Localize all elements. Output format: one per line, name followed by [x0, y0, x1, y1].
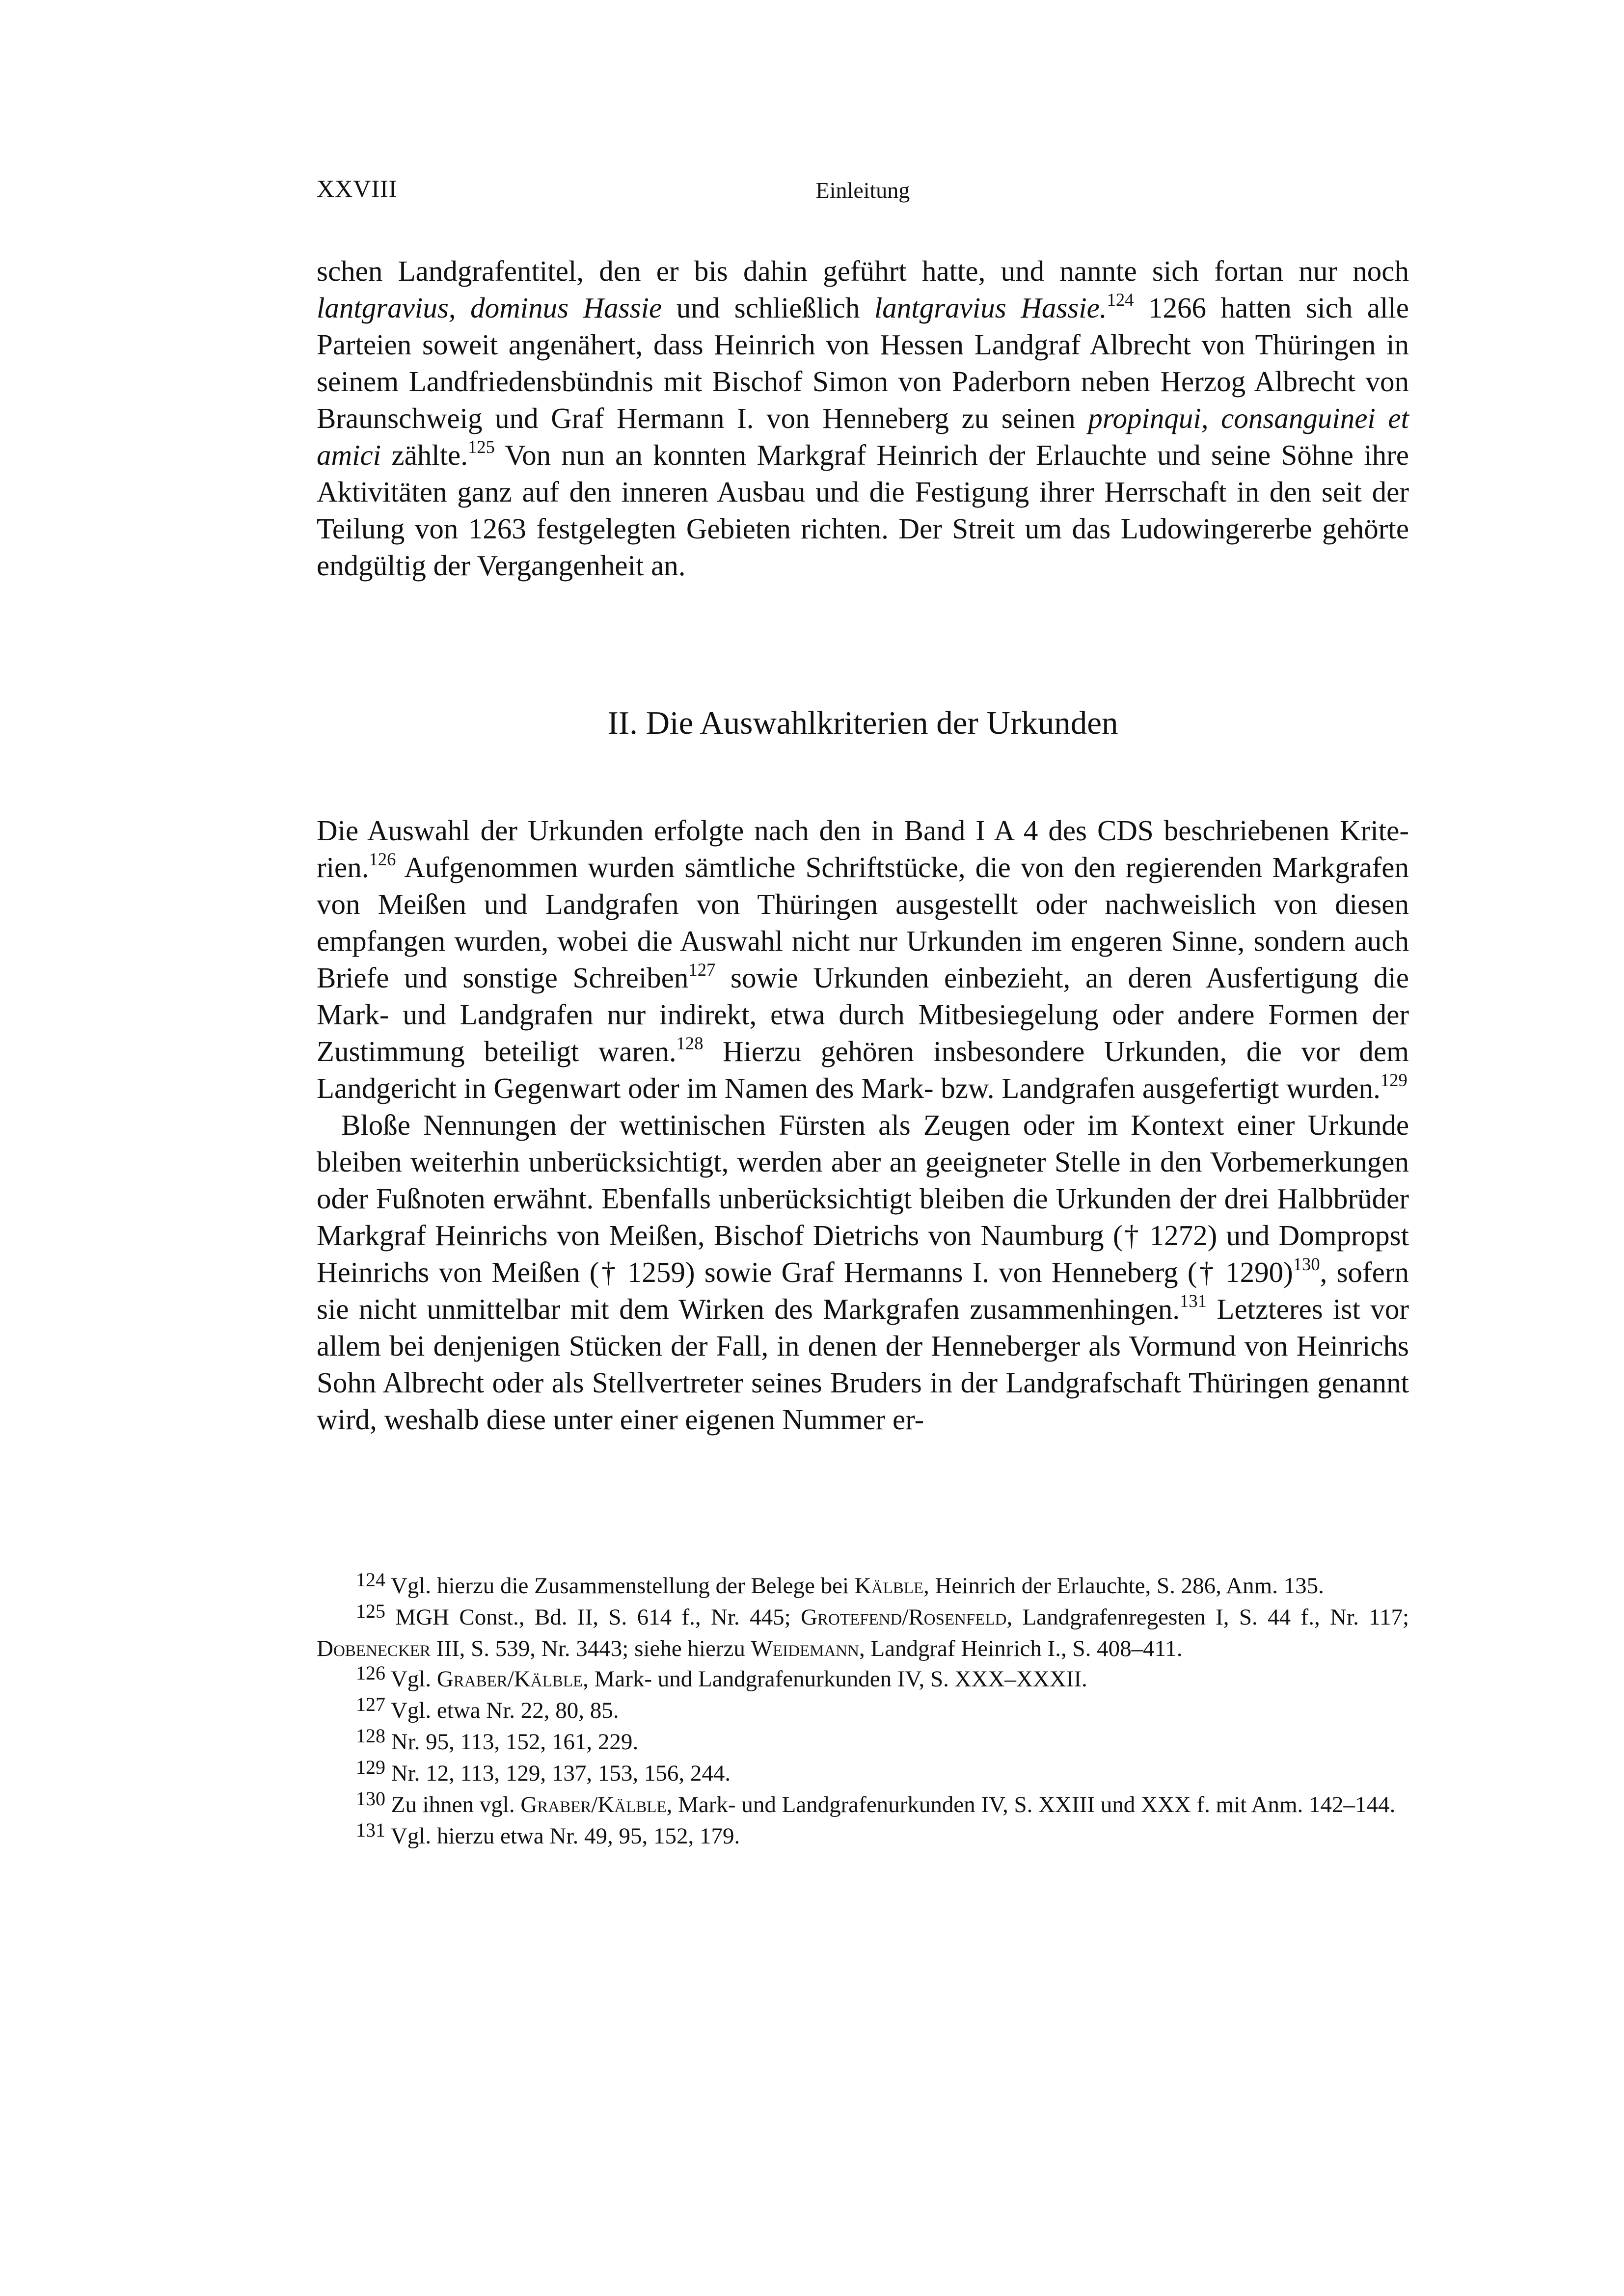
footnote-number: 131	[356, 1819, 385, 1842]
footnote-number: 124	[356, 1569, 385, 1591]
footnote-number: 129	[356, 1756, 385, 1779]
footnote-ref[interactable]: 131	[1180, 1290, 1207, 1311]
body-text-block-2	[317, 812, 1409, 1438]
footnote-ref[interactable]: 129	[1380, 1069, 1407, 1090]
footnote-ref[interactable]: 128	[676, 1033, 704, 1053]
latin-quote: propinqui, consanguinei et amici	[317, 402, 1409, 471]
footnote-ref[interactable]: 130	[1293, 1254, 1320, 1274]
author-name: Kälble	[854, 1573, 924, 1599]
footnote: 131 Vgl. hierzu etwa Nr. 49, 95, 152, 179.	[356, 1819, 740, 1849]
footnote: 128 Nr. 95, 113, 152, 161, 229.	[356, 1725, 639, 1755]
footnote-number: 130	[356, 1788, 385, 1810]
author-name: Graber/Kälble	[436, 1666, 583, 1692]
footnote: 130 Zu ihnen vgl. Graber/Kälble, Mark- und Landgrafenurkunden IV, S. XXIII und XXX f. mit Anm. 142–144.	[356, 1788, 1396, 1817]
body-text-block-1	[317, 253, 1409, 584]
author-name: Grotefend/Rosenfeld	[801, 1604, 1007, 1630]
latin-quote: lantgravius Hassie.	[874, 292, 1107, 324]
footnote-number: 125	[356, 1600, 385, 1623]
footnote-number: 128	[356, 1725, 385, 1747]
footnote-ref[interactable]: 126	[369, 849, 396, 869]
footnote: 127 Vgl. etwa Nr. 22, 80, 85.	[356, 1693, 619, 1723]
footnote: 129 Nr. 12, 113, 129, 137, 153, 156, 244.	[356, 1756, 731, 1786]
author-name: Graber/Kälble	[520, 1792, 667, 1817]
page-header	[317, 174, 1409, 209]
running-head: Einleitung	[815, 178, 910, 203]
footnote-ref[interactable]: 124	[1107, 289, 1134, 310]
latin-quote: lantgravius, dominus Hassie	[317, 292, 662, 324]
author-name: Dobenecker	[317, 1636, 431, 1661]
footnote-number: 127	[356, 1693, 385, 1716]
footnote: 124 Vgl. hierzu die Zusammenstellung der Belege bei Kälble, Heinrich der Erlauchte, S. 286, Anm. 135.	[356, 1569, 1324, 1599]
paragraph: Die Auswahl der Urkunden erfolgte nach den in Band I A 4 des CDS beschriebenen Kriterien.$^{126}$ Aufgenommen wurden sämtliche Schriftstücke, die von den regierenden Markgrafen von Meißen und Landgrafen von Thüringen ausgestellt oder nachweislich von diesen empfangen wurden, wobei die Auswahl nicht nur Urkunden im engeren Sinne, sondern auch Briefe und sonstige Schreiben$^{127}$ sowie Urkunden einbezieht, an deren Ausfertigung die Mark- und Landgrafen nur indirekt, etwa durch Mitbesiegelung oder andere Formen der Zustimmung beteiligt waren.$^{128}$ Hierzu gehören insbesondere Urkunden, die vor dem Landgericht in Gegenwart oder im Namen des Mark- bzw. Landgrafen ausgefertigt wurden.$^{129}$	[317, 814, 1409, 1104]
page-number: XXVIII	[317, 175, 398, 202]
paragraph: Bloße Nennungen der wettinischen Fürsten als Zeugen oder im Kontext einer Urkunde bleiben weiterhin unberücksichtigt, werden aber an geeigneter Stelle in den Vorbemerkungen oder Fußnoten erwähnt. Ebenfalls unberücksichtigt bleiben die Urkunden der drei Halbbrüder Markgraf Heinrichs von Meißen, Bischof Dietrichs von Naumburg († 1272) und Dompropst Heinrichs von Meißen († 1259) sowie Graf Hermanns I. von Henneberg († 1290)$^{130}$, sofern sie nicht unmittelbar mit dem Wirken des Markgrafen zusammenhingen.$^{131}$ Letzteres ist vor allem bei denjenigen Stücken der Fall, in denen der Henneberger als Vormund von Heinrichs Sohn Albrecht oder als Stellvertreter seines Bruders in der Landgrafschaft Thüringen genannt wird, weshalb diese unter einer eigenen Nummer er-	[317, 1109, 1409, 1436]
footnote-ref[interactable]: 125	[467, 436, 495, 457]
footnote-number: 126	[356, 1662, 385, 1684]
section-heading: II. Die Auswahlkriterien der Urkunden	[607, 705, 1118, 741]
footnote-ref[interactable]: 127	[688, 959, 716, 980]
paragraph: schen Landgrafentitel, den er bis dahin geführt hatte, und nannte sich fortan nur noch lantgravius, dominus Hassie und schließlich lantgravius Hassie.$^{124}$ 1266 hatten sich alle Parteien soweit angenähert, dass Heinrich von Hessen Landgraf Albrecht von Thüringen in seinem Landfriedensbündnis mit Bischof Simon von Paderborn neben Herzog Albrecht von Braunschweig und Graf Hermann I. von Henneberg zu seinen propinqui, consanguinei et amici zählte.$^{125}$ Von nun an konnten Markgraf Heinrich der Erlauchte und seine Söhne ihre Aktivitäten ganz auf den inneren Ausbau und die Festigung ihrer Herrschaft in den seit der Teilung von 1263 festgelegten Gebieten richten. Der Streit um das Ludowingererbe gehörte endgültig der Vergangenheit an.	[317, 255, 1409, 582]
footnotes	[317, 1571, 1409, 1852]
footnote: 125 MGH Const., Bd. II, S. 614 f., Nr. 445; Grotefend/Rosenfeld, Landgrafenregesten I, S. 44 f., Nr. 117; Dobenecker III, S. 539, Nr. 3443; siehe hierzu Weidemann, Landgraf Heinrich I., S. 408–411.	[317, 1600, 1409, 1661]
footnote: 126 Vgl. Graber/Kälble, Mark- und Landgrafenurkunden IV, S. XXX–XXXII.	[356, 1662, 1087, 1692]
author-name: Weidemann	[751, 1636, 859, 1661]
